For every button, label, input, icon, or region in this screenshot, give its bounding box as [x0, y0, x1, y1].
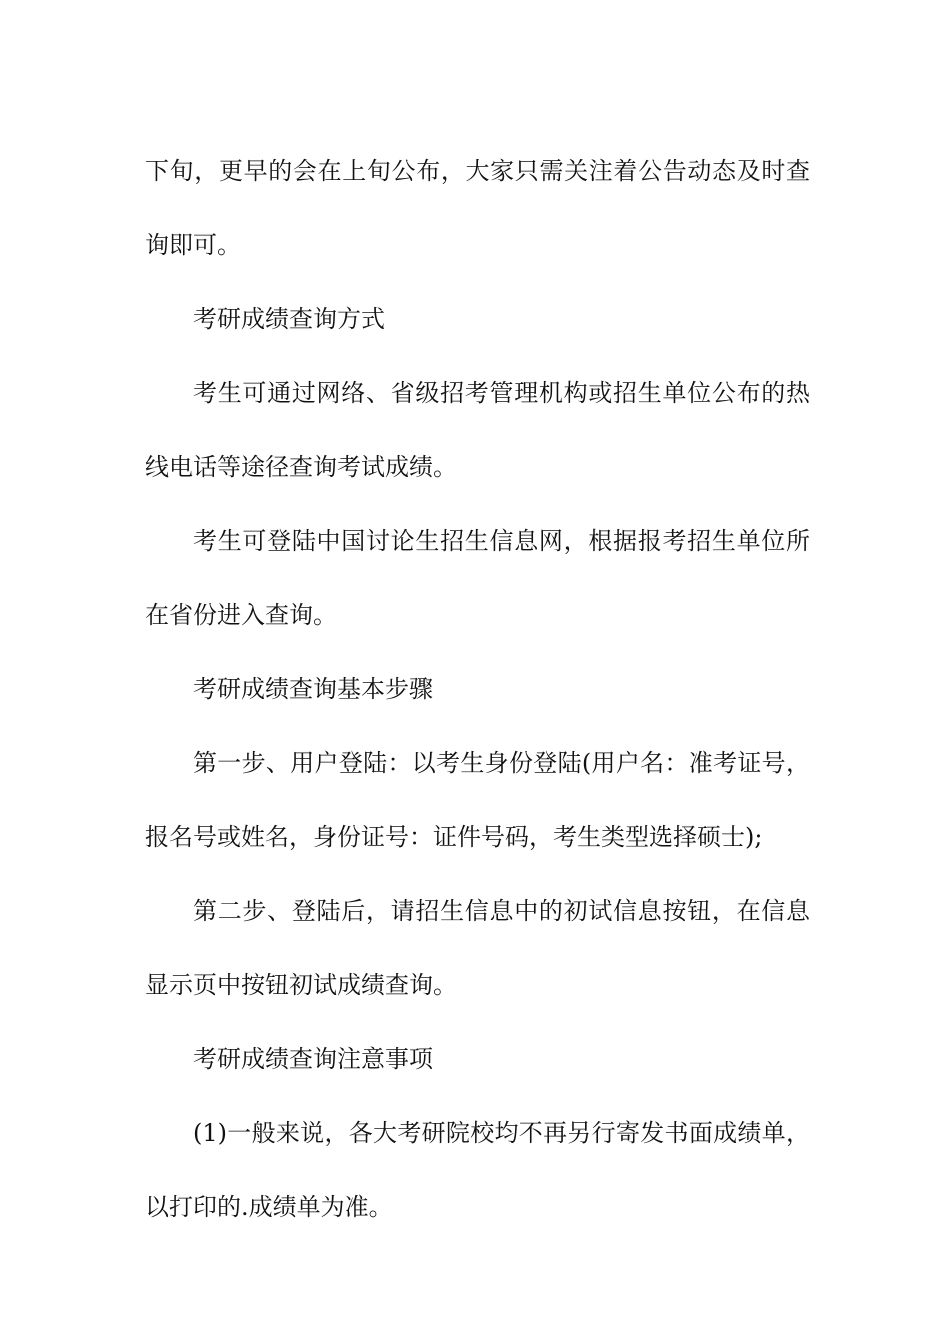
paragraph-step-one: 第一步、用户登陆：以考生身份登陆(用户名：准考证号，报名号或姓名，身份证号：证件号码，考生类型选择硕士);: [145, 749, 810, 851]
section-heading-query-methods: 考研成绩查询方式: [193, 305, 385, 333]
section-heading-notes: 考研成绩查询注意事项: [193, 1045, 433, 1073]
paragraph-continuation: 下旬，更早的会在上旬公布，大家只需关注着公告动态及时查询即可。: [145, 157, 810, 259]
document-body: [145, 134, 810, 1244]
paragraph-login-website: 考生可登陆中国讨论生招生信息网，根据报考招生单位所在省份进入查询。: [145, 527, 810, 629]
paragraph-note-one: (1)一般来说，各大考研院校均不再另行寄发书面成绩单，以打印的.成绩单为准。: [145, 1119, 810, 1221]
paragraph-step-two: 第二步、登陆后，请招生信息中的初试信息按钮，在信息显示页中按钮初试成绩查询。: [145, 897, 810, 999]
paragraph-query-channels: 考生可通过网络、省级招考管理机构或招生单位公布的热线电话等途径查询考试成绩。: [145, 379, 810, 481]
section-heading-basic-steps: 考研成绩查询基本步骤: [193, 675, 433, 703]
